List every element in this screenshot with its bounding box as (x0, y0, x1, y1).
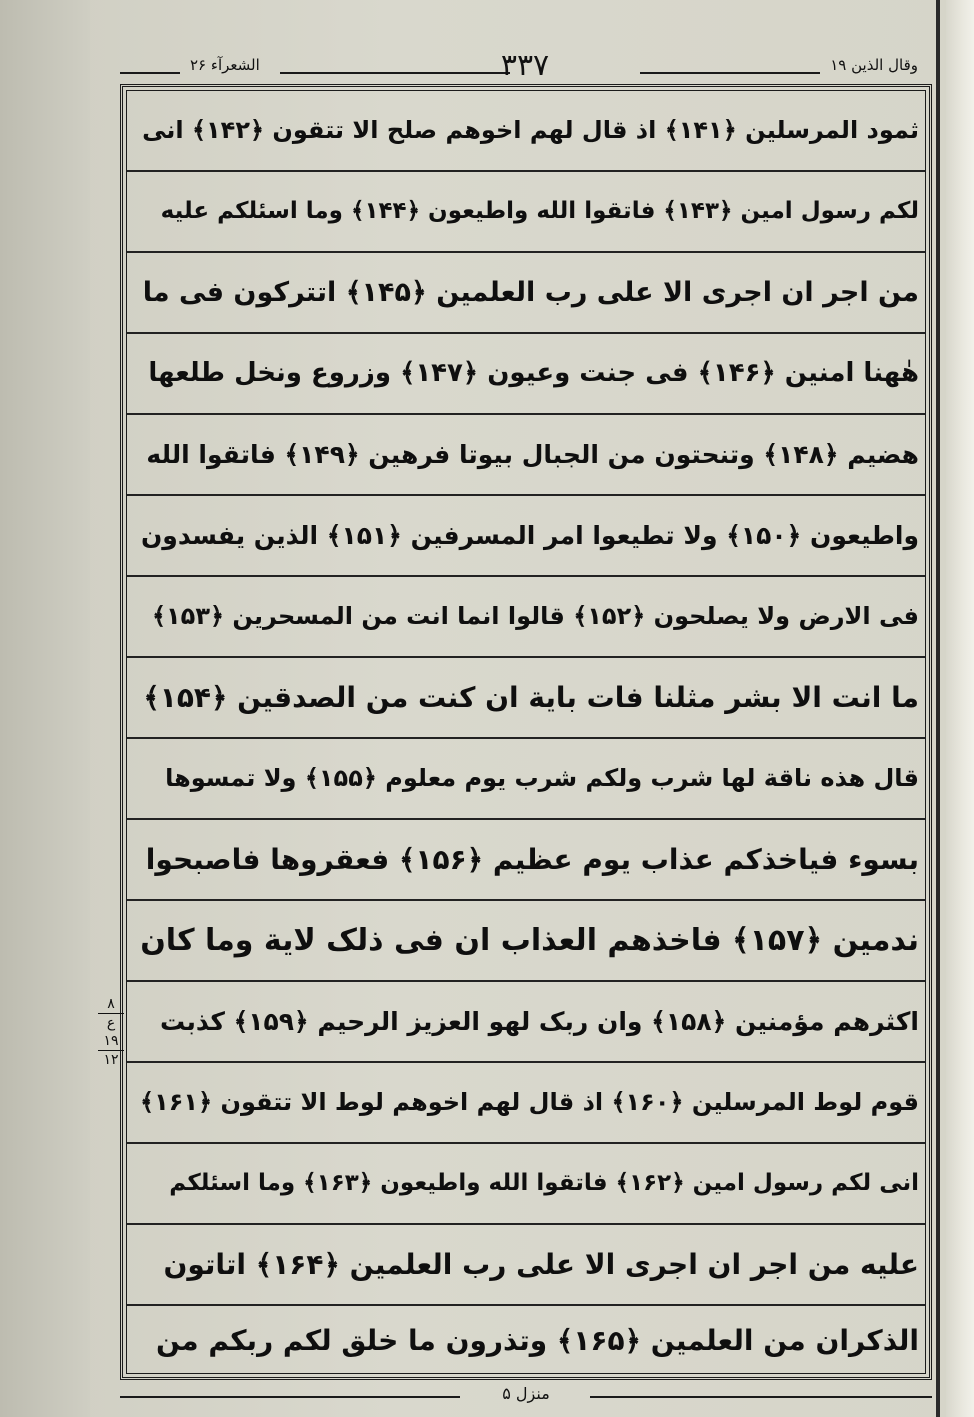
text-line (127, 1144, 925, 1225)
ruku-marker (98, 995, 124, 1069)
page-header (120, 48, 930, 84)
text-line (127, 820, 925, 901)
page-edge (946, 0, 974, 1417)
footer-rule (120, 1396, 460, 1398)
text-line (127, 172, 925, 253)
text-line (127, 901, 925, 982)
line-text: بسوء فیاخذکم عذاب یوم عظیم ﴿۱۵۶﴾ فعقروها فاصبحوا (145, 843, 919, 876)
text-line (127, 1225, 925, 1306)
text-line (127, 91, 925, 172)
header-rule (280, 72, 510, 74)
footer-rule (590, 1396, 932, 1398)
line-text: من اجر ان اجری الا علی رب العلمین ﴿۱۴۵﴾ اتترکون فی ما (142, 277, 919, 308)
line-text: واطیعون ﴿۱۵۰﴾ ولا تطیعوا امر المسرفین ﴿۱۵۱﴾ الذین یفسدون (140, 521, 919, 550)
book-spine-shadow (0, 0, 90, 1417)
line-text: هٰهنا امنین ﴿۱۴۶﴾ فی جنت وعیون ﴿۱۴۷﴾ وزروع ونخل طلعها (148, 358, 919, 388)
line-text: هضیم ﴿۱۴۸﴾ وتنحتون من الجبال بیوتا فرهین ﴿۱۴۹﴾ فاتقوا الله (146, 440, 919, 469)
line-text: اکثرهم مؤمنین ﴿۱۵۸﴾ وان ربک لهو العزیز الرحیم ﴿۱۵۹﴾ کذبت (160, 1007, 919, 1036)
manzil-label: منزل ۵ (502, 1384, 550, 1403)
surah-name: الشعرآء ۲۶ (190, 56, 260, 74)
line-text: انی لکم رسول امین ﴿۱۶۲﴾ فاتقوا الله واطیعون ﴿۱۶۳﴾ وما اسئلکم (169, 1170, 919, 1196)
text-line (127, 658, 925, 739)
text-line (127, 982, 925, 1063)
text-line (127, 739, 925, 820)
line-text: الذکران من العلمین ﴿۱۶۵﴾ وتذرون ما خلق لکم ربکم من (156, 1324, 919, 1357)
text-line (127, 1063, 925, 1144)
ruku-mid: ع ۱۹ (98, 1013, 124, 1051)
page-edge-line (936, 0, 940, 1417)
page-number: ۳۳۷ (500, 48, 550, 83)
text-line (127, 334, 925, 415)
header-rule (640, 72, 820, 74)
text-line (127, 253, 925, 334)
juz-name: وقال الذین ۱۹ (830, 56, 918, 74)
page-footer (120, 1380, 932, 1410)
line-text: ثمود المرسلین ﴿۱۴۱﴾ اذ قال لهم اخوهم صلح الا تتقون ﴿۱۴۲﴾ انی (142, 116, 919, 144)
ruku-top: ۸ (107, 996, 115, 1012)
line-text: علیه من اجر ان اجری الا علی رب العلمین ﴿۱۶۴﴾ اتاتون (163, 1248, 919, 1281)
text-line (127, 1306, 925, 1376)
ruku-bottom: ۱۲ (103, 1052, 119, 1068)
line-text: لکم رسول امین ﴿۱۴۳﴾ فاتقوا الله واطیعون ﴿۱۴۴﴾ وما اسئلکم علیه (160, 198, 919, 224)
line-text: ما انت الا بشر مثلنا فات بایة ان کنت من الصدقین ﴿۱۵۴﴾ (143, 681, 919, 714)
line-text: قوم لوط المرسلین ﴿۱۶۰﴾ اذ قال لهم اخوهم لوط الا تتقون ﴿۱۶۱﴾ (140, 1088, 919, 1116)
text-line (127, 577, 925, 658)
text-line (127, 415, 925, 496)
line-text: ندمین ﴿۱۵۷﴾ فاخذهم العذاب ان فی ذلک لایة وما کان (140, 923, 919, 958)
line-text: قال هذه ناقة لها شرب ولکم شرب یوم معلوم ﴿۱۵۵﴾ ولا تمسوها (165, 764, 919, 792)
line-text: فی الارض ولا یصلحون ﴿۱۵۲﴾ قالوا انما انت من المسحرین ﴿۱۵۳﴾ (151, 602, 919, 630)
text-line (127, 496, 925, 577)
header-rule (120, 72, 180, 74)
